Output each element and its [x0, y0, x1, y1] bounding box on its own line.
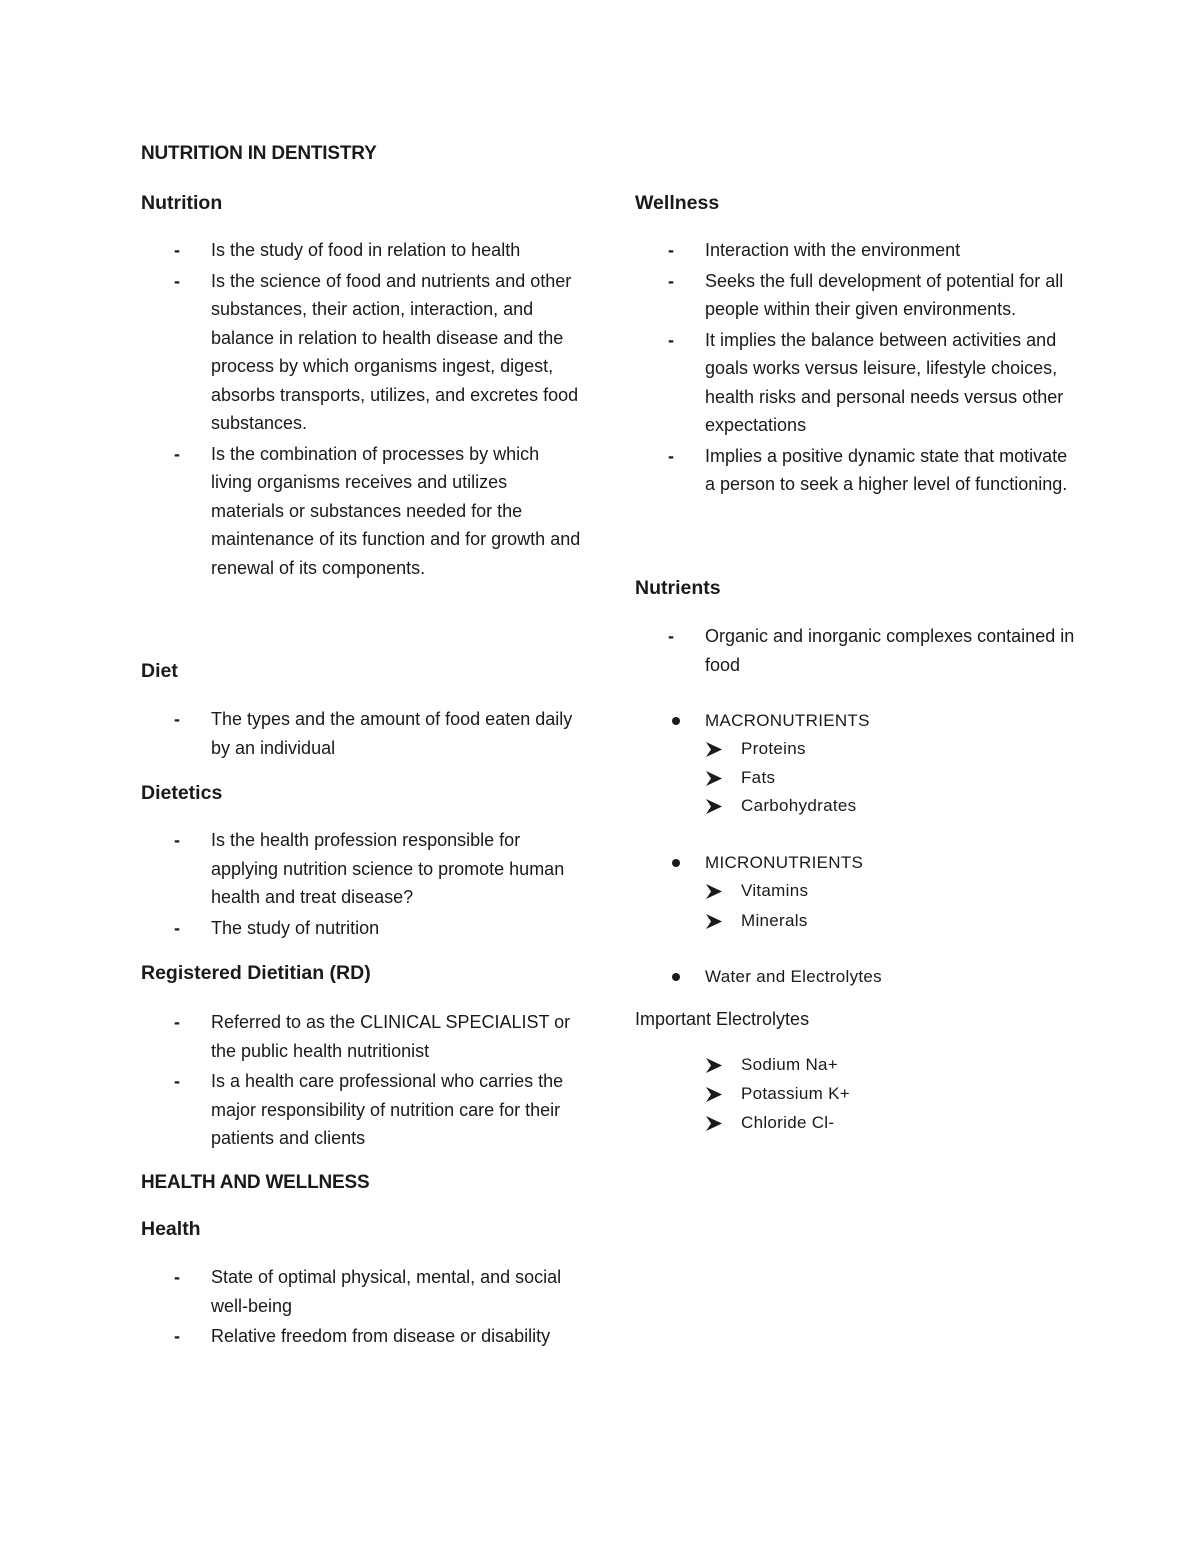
macronutrients-group: [635, 707, 870, 821]
arrow-bullet-icon: [705, 913, 723, 930]
diet-list: [141, 705, 581, 762]
electrolytes-list: [635, 1051, 850, 1138]
arrow-bullet-icon: [705, 798, 723, 815]
wellness-heading: Wellness: [635, 192, 720, 214]
list-item-text: Is the combination of processes by which living organisms receives and utilizes materials or substances needed for the maintenance of its function and for growth and renewal of its components.: [211, 443, 581, 578]
electrolytes-label: Important Electrolytes: [635, 1009, 810, 1029]
health-heading: Health: [141, 1218, 201, 1240]
list-item: [635, 735, 870, 764]
nutrition-heading: Nutrition: [141, 192, 223, 214]
list-item-text: The study of nutrition: [211, 917, 380, 938]
water-electrolytes-label: Water and Electrolytes: [705, 967, 882, 986]
list-item-text: The types and the amount of food eaten daily by an individual: [211, 709, 573, 758]
bullet-dot-icon: [672, 717, 680, 725]
list-item: [635, 764, 870, 793]
arrow-bullet-icon: [705, 770, 723, 787]
dietetics-heading: Dietetics: [141, 782, 223, 804]
list-item-text: Organic and inorganic complexes contained in food: [705, 626, 1075, 675]
arrow-bullet-icon: [705, 1057, 723, 1074]
list-item: - Seeks the full development of potential for all people within their given environments.: [668, 270, 1064, 319]
nutrients-list: [635, 622, 1075, 679]
list-item: - Is the study of food in relation to health: [174, 240, 521, 260]
list-item-text: Carbohydrates: [741, 796, 857, 815]
list-item-text: Is a health care professional who carries the major responsibility of nutrition care for their patients and clients: [211, 1071, 564, 1148]
micronutrients-label: MICRONUTRIENTS: [705, 853, 864, 872]
list-item: - Is a health care professional who carries the major responsibility of nutrition care for their patients and clients: [174, 1071, 564, 1148]
list-item: - Relative freedom from disease or disability: [174, 1326, 551, 1346]
list-item-text: Minerals: [741, 910, 808, 930]
macronutrients-label-row: [635, 707, 870, 735]
list-item: [635, 1080, 850, 1109]
list-item: - Is the combination of processes by which living organisms receives and utilizes materials or substances needed for the maintenance of its function and for growth and renewal of its components.: [174, 443, 581, 578]
list-item: [635, 1109, 850, 1138]
list-item-text: Seeks the full development of potential for all people within their given environments.: [705, 270, 1064, 319]
bullet-dot-icon: [672, 859, 680, 867]
list-item-text: Proteins: [741, 739, 806, 758]
list-item: [635, 907, 863, 936]
list-item-text: It implies the balance between activities and goals works versus leisure, lifestyle choices, health risks and personal needs versus other expectations: [705, 329, 1064, 435]
diet-heading: Diet: [141, 660, 178, 682]
document-title: NUTRITION IN DENTISTRY: [141, 143, 377, 164]
list-item: [635, 877, 863, 906]
list-item-text: Referred to as the CLINICAL SPECIALIST or the public health nutritionist: [211, 1012, 571, 1061]
health-list: [141, 1263, 581, 1351]
list-item-text: Relative freedom from disease or disability: [211, 1326, 551, 1346]
list-item: - Is the science of food and nutrients and other substances, their action, interaction, and balance in relation to health disease and the process by which organisms ingest, digest, absorbs transports, utilizes, and excretes food substances.: [174, 270, 579, 433]
list-item-text: Fats: [741, 767, 776, 787]
bullet-dot-icon: [672, 973, 680, 981]
arrow-bullet-icon: [705, 1086, 723, 1103]
list-item: [635, 1051, 850, 1080]
water-electrolytes-row: [635, 963, 882, 991]
rd-heading: Registered Dietitian (RD): [141, 962, 371, 984]
list-item-text: Sodium Na+: [741, 1055, 839, 1074]
health-wellness-title: HEALTH AND WELLNESS: [141, 1172, 370, 1193]
list-item: - Organic and inorganic complexes contained in food: [668, 626, 1075, 675]
list-item-text: Vitamins: [741, 881, 809, 900]
nutrition-list: [141, 236, 581, 582]
list-item-text: Is the study of food in relation to health: [211, 240, 521, 260]
list-item: - The study of nutrition: [174, 917, 380, 938]
list-item-text: Interaction with the environment: [705, 240, 961, 260]
arrow-bullet-icon: [705, 1115, 723, 1132]
rd-list: [141, 1008, 581, 1153]
list-item: - The types and the amount of food eaten daily by an individual: [174, 709, 573, 758]
micronutrients-group: [635, 849, 863, 935]
list-item: - It implies the balance between activities and goals works versus leisure, lifestyle choices, health risks and personal needs versus other expectations: [668, 329, 1064, 435]
list-item-text: Chloride Cl-: [741, 1113, 835, 1132]
wellness-list: [635, 236, 1075, 499]
list-item-text: Potassium K+: [741, 1083, 850, 1103]
arrow-bullet-icon: [705, 741, 723, 758]
list-item: - State of optimal physical, mental, and social well-being: [174, 1267, 562, 1316]
list-item: - Implies a positive dynamic state that motivate a person to seek a higher level of functioning.: [668, 445, 1068, 494]
list-item-text: Is the science of food and nutrients and other substances, their action, interaction, and balance in relation to health disease and the process by which organisms ingest, digest, absorbs transports, utilizes, and excretes food substances.: [211, 270, 579, 433]
water-electrolytes-group: [635, 963, 882, 991]
list-item: - Referred to as the CLINICAL SPECIALIST or the public health nutritionist: [174, 1012, 571, 1061]
micronutrients-label-row: [635, 849, 863, 877]
list-item: [635, 792, 870, 821]
macronutrients-label: MACRONUTRIENTS: [705, 711, 870, 730]
dietetics-list: [141, 826, 581, 942]
list-item: - Is the health profession responsible for applying nutrition science to promote human health and treat disease?: [174, 830, 565, 907]
list-item: - Interaction with the environment: [668, 240, 961, 260]
list-item-text: Is the health profession responsible for applying nutrition science to promote human health and treat disease?: [211, 830, 565, 907]
list-item-text: State of optimal physical, mental, and social well-being: [211, 1267, 562, 1316]
arrow-bullet-icon: [705, 883, 723, 900]
nutrients-heading: Nutrients: [635, 577, 721, 599]
list-item-text: Implies a positive dynamic state that motivate a person to seek a higher level of functioning.: [705, 445, 1068, 494]
